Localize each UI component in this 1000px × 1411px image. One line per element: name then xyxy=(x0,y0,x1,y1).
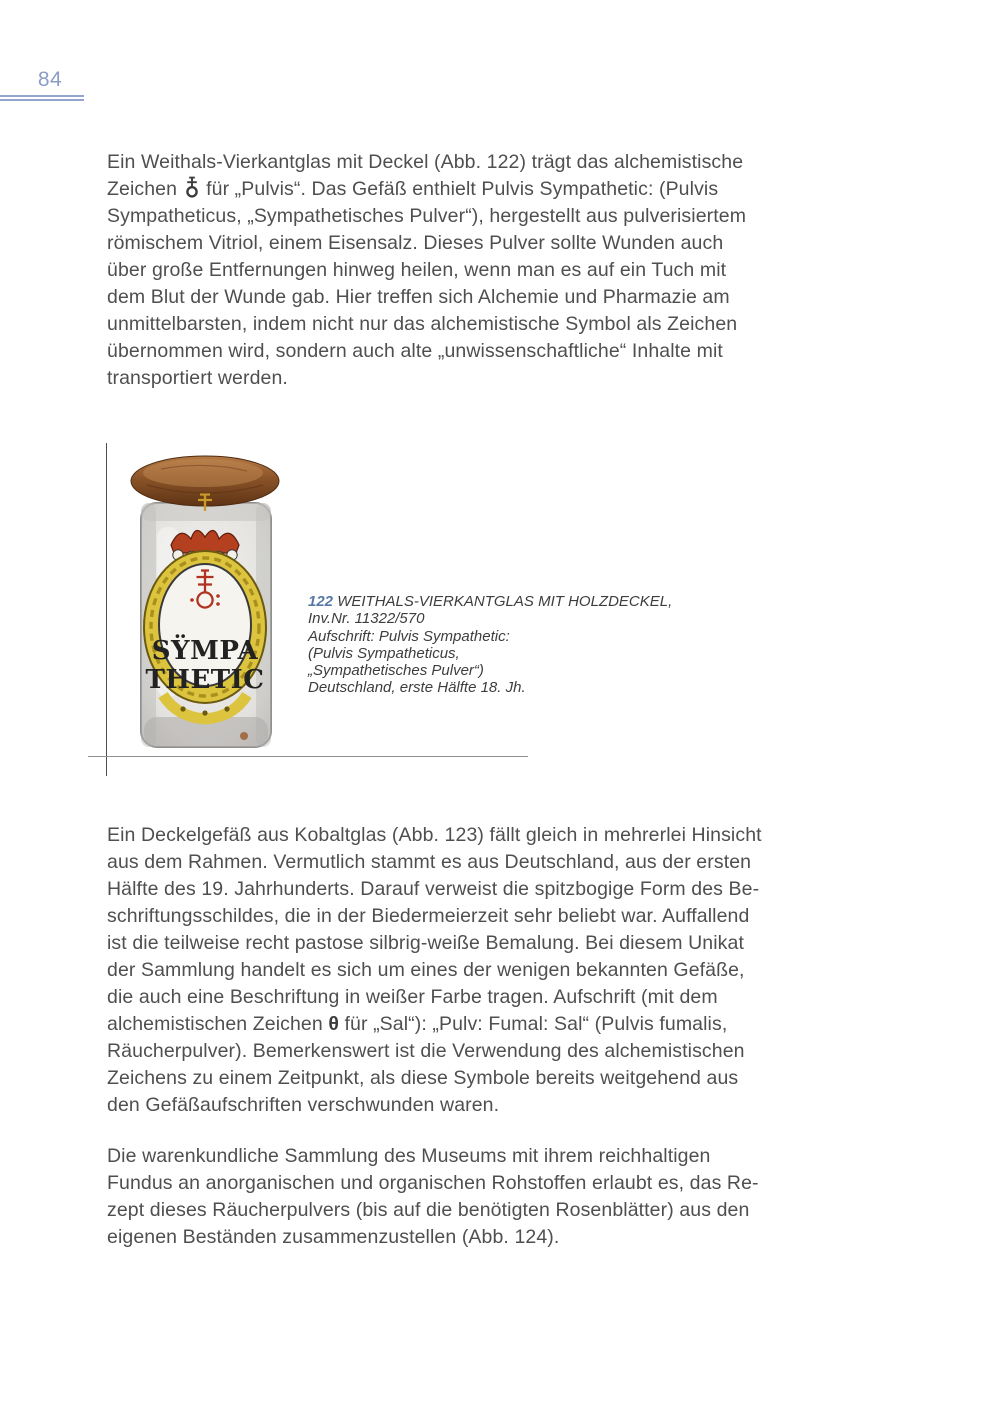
figure-caption-details xyxy=(308,610,728,696)
figure-caption-title-line xyxy=(308,593,728,610)
text-line: dem Blut der Wunde gab. Hier treffen sich Alchemie und Pharmazie am xyxy=(107,286,730,308)
text-line: aus dem Rahmen. Vermutlich stammt es aus Deutschland, aus der ersten xyxy=(107,851,752,873)
paragraph-2 xyxy=(107,822,827,1119)
text-line: Sympatheticus, „Sympathetisches Pulver“), hergestellt aus pulverisiertem xyxy=(107,205,747,227)
text-line: der Sammlung handelt es sich um eines der wenigen bekannten Gefäße, xyxy=(107,959,745,981)
text-line: römischem Vitriol, einem Eisensalz. Dieses Pulver sollte Wunden auch xyxy=(107,232,724,254)
text-line: Ein Deckelgefäß aus Kobaltglas (Abb. 123) fällt gleich in mehrerlei Hinsicht xyxy=(107,824,762,846)
figure-caption-title: WEITHALS-VIERKANTGLAS MIT HOLZDECKEL, xyxy=(337,593,673,610)
text-line: übernommen wird, sondern auch alte „unwissenschaftliche“ Inhalte mit xyxy=(107,340,723,362)
text-line: schriftungsschildes, die in der Biedermeierzeit sehr beliebt war. Auffallend xyxy=(107,905,750,927)
text-line: eigenen Beständen zusammenzustellen (Abb. 124). xyxy=(107,1226,560,1248)
text-line: Fundus an anorganischen und organischen Rohstoffen erlaubt es, das Re- xyxy=(107,1172,759,1194)
figure-rule-vertical xyxy=(106,443,107,776)
apothecary-jar-photo xyxy=(117,447,293,753)
text-line: Zeichen für „Pulvis“. Das Gefäß enthielt Pulvis Sympathetic: (Pulvis xyxy=(107,178,719,200)
pulvis-alchemical-symbol-icon xyxy=(185,176,199,198)
text-line: die auch eine Beschriftung in weißer Farbe tragen. Aufschrift (mit dem xyxy=(107,986,718,1008)
paragraph-3 xyxy=(107,1143,827,1251)
caption-line: Deutschland, erste Hälfte 18. Jh. xyxy=(308,679,526,697)
text-line: zept dieses Räucherpulvers (bis auf die benötigten Rosenblätter) aus den xyxy=(107,1199,750,1221)
caption-line: Aufschrift: Pulvis Sympathetic: xyxy=(308,627,510,645)
text-line: Zeichens zu einem Zeitpunkt, als diese Symbole bereits weitgehend aus xyxy=(107,1067,739,1089)
figure-rule-horizontal xyxy=(88,756,528,757)
caption-line: (Pulvis Sympatheticus, xyxy=(308,644,460,662)
text-line: ist die teilweise recht pastose silbrig-weiße Bemalung. Bei diesem Unikat xyxy=(107,932,744,954)
theta-sal-symbol: θ xyxy=(328,1013,339,1035)
text-line: den Gefäßaufschriften verschwunden waren. xyxy=(107,1094,500,1116)
caption-line: Inv.Nr. 11322/570 xyxy=(308,610,425,628)
page-number: 84 xyxy=(37,68,63,91)
figure-caption xyxy=(308,593,728,697)
text-line: Ein Weithals-Vierkantglas mit Deckel (Abb. 122) trägt das alchemistische xyxy=(107,151,744,173)
text-line: alchemistischen Zeichen θ für „Sal“): „Pulv: Fumal: Sal“ (Pulvis fumalis, xyxy=(107,1013,728,1035)
text-line: über große Entfernungen hinweg heilen, wenn man es auf ein Tuch mit xyxy=(107,259,727,281)
text-line: Die warenkundliche Sammlung des Museums mit ihrem reichhaltigen xyxy=(107,1145,711,1167)
page-number-rule xyxy=(0,95,84,101)
text-line: Hälfte des 19. Jahrhunderts. Darauf verweist die spitzbogige Form des Be- xyxy=(107,878,760,900)
jar-label-line2: THETIC xyxy=(145,665,265,695)
caption-line: „Sympathetisches Pulver“) xyxy=(308,662,484,680)
figure-number: 122 xyxy=(308,593,334,610)
text-line: Räucherpulver). Bemerkenswert ist die Verwendung des alchemistischen xyxy=(107,1040,745,1062)
jar-label-line1: SŸMPA xyxy=(151,636,259,666)
text-line: unmittelbarsten, indem nicht nur das alchemistische Symbol als Zeichen xyxy=(107,313,738,335)
text-line: transportiert werden. xyxy=(107,367,288,389)
paragraph-1 xyxy=(107,149,827,392)
